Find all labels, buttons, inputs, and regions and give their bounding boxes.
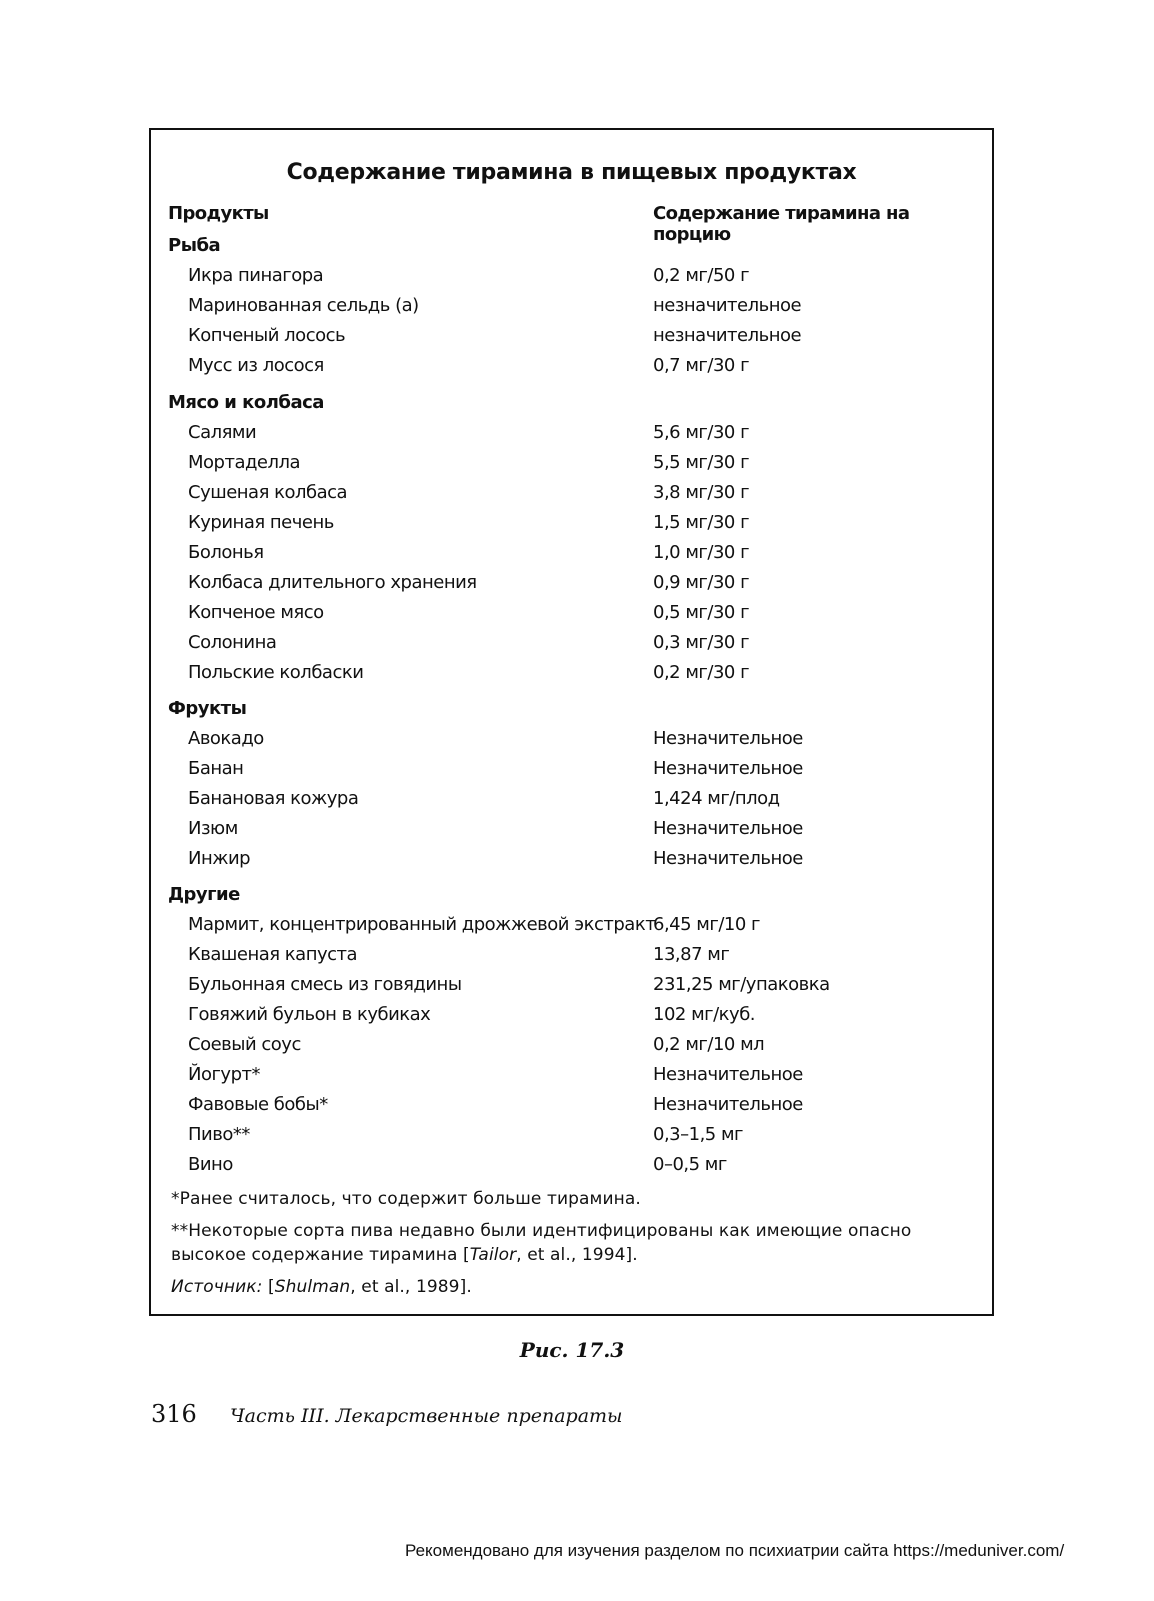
tyramine-value: 0,3–1,5 мг [653,1124,744,1145]
table-row [151,602,992,632]
table-row [151,758,992,788]
table-row [151,632,992,662]
table-row [151,1094,992,1124]
tyramine-value: 0,7 мг/30 г [653,355,750,376]
table-row [151,325,992,355]
table-row [151,422,992,452]
tyramine-value: 0,2 мг/30 г [653,662,750,683]
product-name: Куриная печень [188,512,334,533]
tyramine-value: незначительное [653,295,802,316]
footnote-2-author: Tailor [469,1245,517,1265]
table-row [151,662,992,692]
product-name: Икра пинагора [188,265,324,286]
category-heading: Другие [168,884,240,905]
tyramine-value: 0,2 мг/50 г [653,265,750,286]
product-name: Изюм [188,818,238,839]
figure-caption: Рис. 17.3 [519,1338,625,1362]
table-row [151,914,992,944]
table-row [151,818,992,848]
running-title: Часть III. Лекарственные препараты [230,1405,623,1427]
product-name: Вино [188,1154,233,1175]
tyramine-value: 5,5 мг/30 г [653,452,750,473]
product-name: Банан [188,758,244,779]
tyramine-value: 13,87 мг [653,944,730,965]
category-heading: Рыба [168,235,221,256]
product-name: Квашеная капуста [188,944,358,965]
tyramine-value: 0–0,5 мг [653,1154,727,1175]
product-name: Польские колбаски [188,662,364,683]
column-header-content: Содержание тирамина на порцию [653,203,910,245]
table-row [151,1064,992,1094]
table-row [151,355,992,385]
table-row [151,1124,992,1154]
table-title: Содержание тирамина в пищевых продуктах [286,160,857,185]
product-name: Копченое мясо [188,602,324,623]
product-name: Бульонная смесь из говядины [188,974,462,995]
tyramine-value: 102 мг/куб. [653,1004,756,1025]
tyramine-value: Незначительное [653,848,803,869]
tyramine-value: 5,6 мг/30 г [653,422,750,443]
tyramine-value: 1,5 мг/30 г [653,512,750,533]
source-author: Shulman [274,1277,351,1297]
tyramine-value: 231,25 мг/упаковка [653,974,830,995]
column-header-products: Продукты [168,203,269,224]
table-row [151,1034,992,1064]
table-row [151,452,992,482]
product-name: Мармит, концентрированный дрожжевой экстракт [188,914,656,935]
table-row [151,944,992,974]
product-name: Авокадо [188,728,264,749]
footnote-1: *Ранее считалось, что содержит больше тирамина. [171,1189,641,1209]
table-row [151,1004,992,1034]
footnote-2-tail: , et al., 1994]. [516,1245,638,1265]
tyramine-value: 0,5 мг/30 г [653,602,750,623]
product-name: Банановая кожура [188,788,359,809]
product-name: Солонина [188,632,277,653]
tyramine-table-box [149,128,994,1316]
source-open: [ [262,1277,275,1297]
tyramine-value: незначительное [653,325,802,346]
category-heading: Фрукты [168,698,247,719]
table-row [151,482,992,512]
tyramine-value: Незначительное [653,1064,803,1085]
tyramine-value: 0,3 мг/30 г [653,632,750,653]
table-row [151,728,992,758]
tyramine-value: 6,45 мг/10 г [653,914,760,935]
source-tail: , et al., 1989]. [350,1277,472,1297]
tyramine-value: Незначительное [653,728,803,749]
table-row [151,848,992,878]
product-name: Говяжий бульон в кубиках [188,1004,431,1025]
footer-note: Рекомендовано для изучения разделом по психиатрии сайта https://meduniver.com/ [405,1541,1065,1560]
product-name: Мортаделла [188,452,301,473]
tyramine-value: 0,2 мг/10 мл [653,1034,765,1055]
product-name: Соевый соус [188,1034,301,1055]
product-name: Копченый лосось [188,325,346,346]
footnote-2-text: **Некоторые сорта пива недавно были идентифицированы как имеющие опасно высокое содержание тирамина [ [171,1221,912,1265]
product-name: Салями [188,422,257,443]
footnote-2 [171,1219,974,1267]
tyramine-value: 0,9 мг/30 г [653,572,750,593]
table-row [151,788,992,818]
table-row [151,265,992,295]
table-row [151,295,992,325]
table-row [151,542,992,572]
category-heading: Мясо и колбаса [168,392,324,413]
tyramine-value: Незначительное [653,758,803,779]
tyramine-value: Незначительное [653,1094,803,1115]
tyramine-value: Незначительное [653,818,803,839]
tyramine-value: 3,8 мг/30 г [653,482,750,503]
product-name: Сушеная колбаса [188,482,348,503]
product-name: Маринованная сельдь (а) [188,295,419,316]
table-row [151,974,992,1004]
source-note [171,1275,974,1299]
tyramine-value: 1,424 мг/плод [653,788,780,809]
product-name: Йогурт* [188,1064,260,1085]
table-row [151,572,992,602]
product-name: Болонья [188,542,264,563]
source-label: Источник: [171,1277,263,1297]
product-name: Колбаса длительного хранения [188,572,477,593]
table-row [151,512,992,542]
product-name: Пиво** [188,1124,250,1145]
tyramine-value: 1,0 мг/30 г [653,542,750,563]
product-name: Фавовые бобы* [188,1094,328,1115]
page-number: 316 [151,1400,197,1428]
table-row [151,1154,992,1184]
product-name: Инжир [188,848,251,869]
product-name: Мусс из лосося [188,355,324,376]
